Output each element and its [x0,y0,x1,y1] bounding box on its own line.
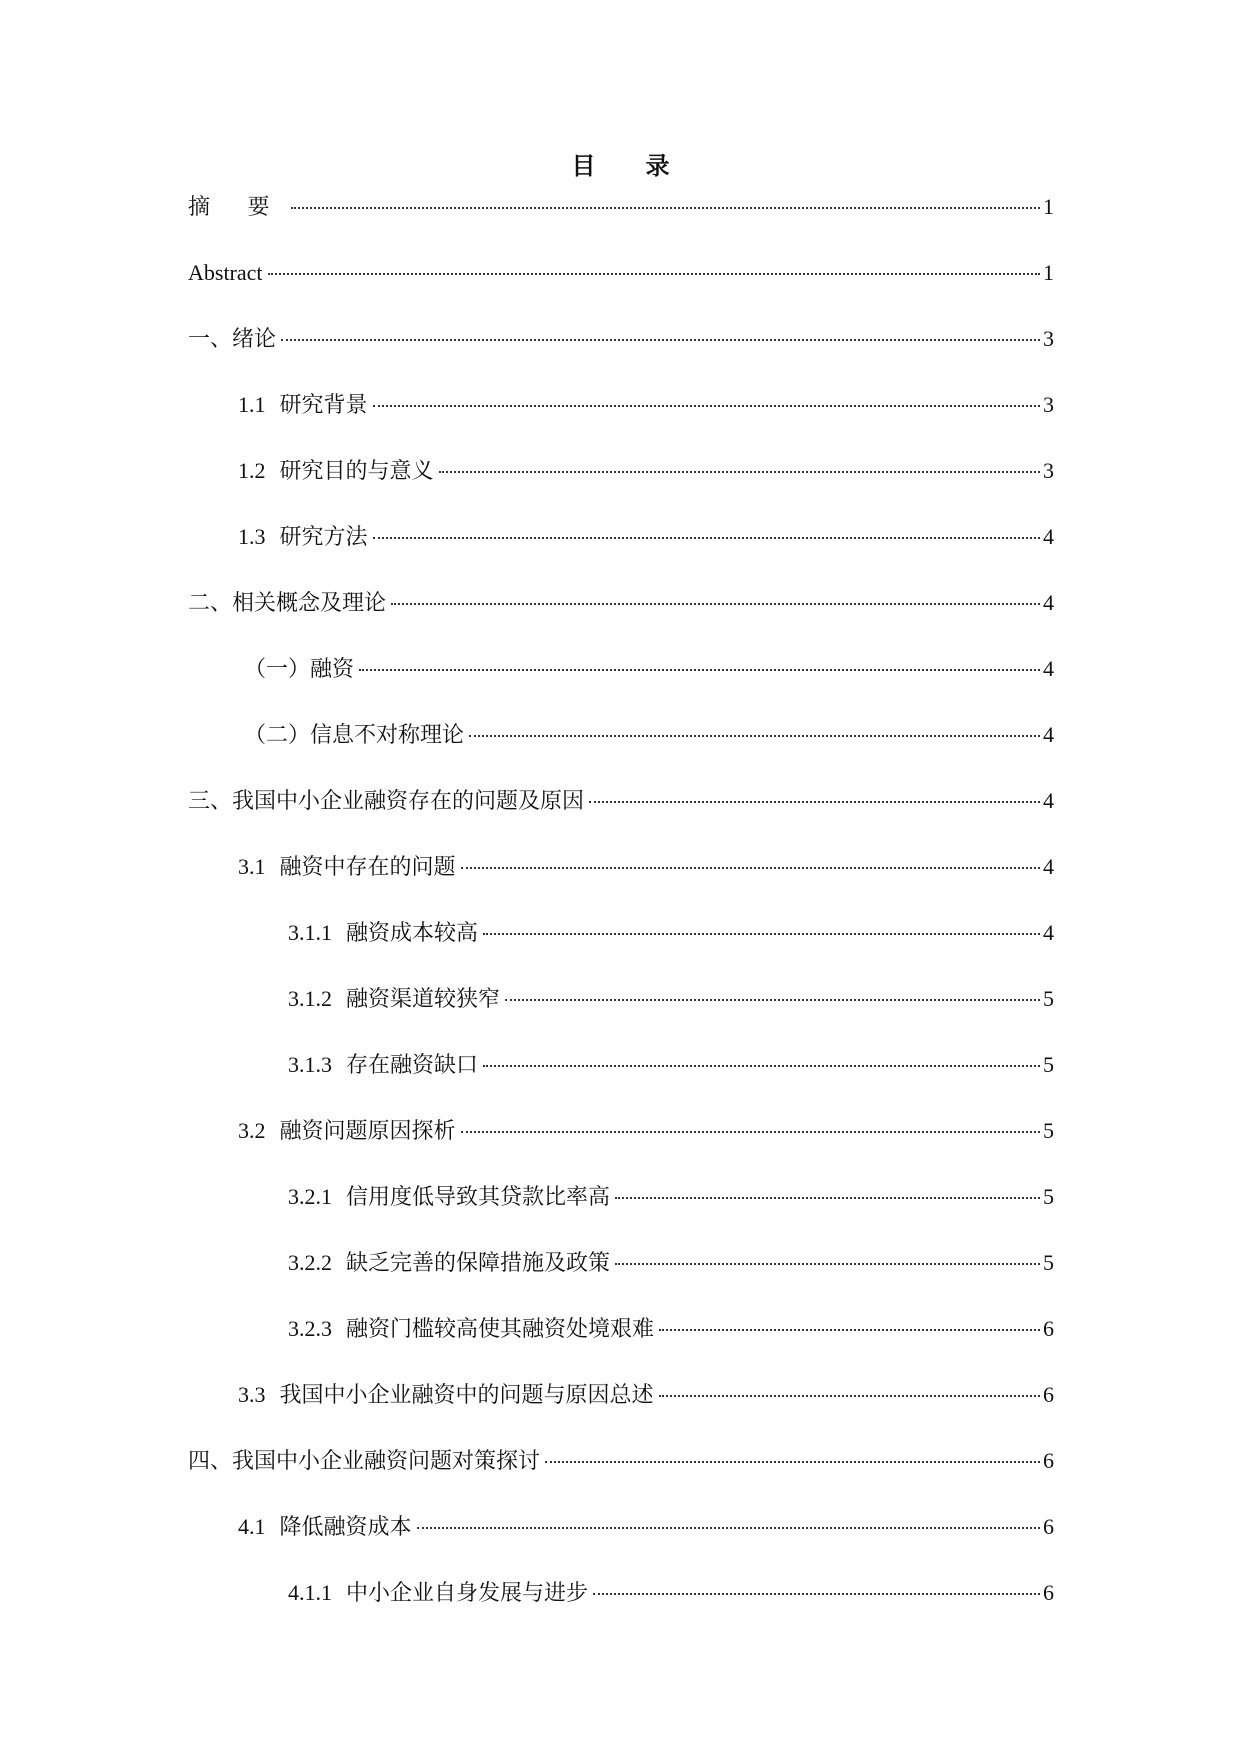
toc-page-number: 3 [1043,392,1054,417]
toc-entry-section-1-1[interactable] [188,390,1054,456]
toc-page-number: 6 [1043,1514,1054,1539]
toc-entry-section-1-3[interactable] [188,522,1054,588]
toc-entry-section-2-2[interactable] [188,720,1054,786]
toc-page-number: 4 [1043,788,1054,813]
toc-page-number: 4 [1043,854,1054,879]
toc-entry-number: 4.1 [238,1514,266,1539]
dot-leader [659,1329,1040,1331]
toc-entry-label: 三、我国中小企业融资存在的问题及原因 [188,788,585,813]
toc-entry-chapter-2[interactable] [188,588,1054,654]
dot-leader [593,1593,1040,1595]
toc-page-number: 4 [1043,722,1054,747]
toc-page-number: 5 [1043,1250,1054,1275]
toc-entry-label: 中小企业自身发展与进步 [346,1580,589,1605]
toc-entry-label: 摘 要 [188,194,286,219]
toc-entry-chapter-3[interactable] [188,786,1054,852]
toc-entry-section-3-3[interactable] [188,1380,1054,1446]
toc-page-number: 4 [1043,590,1054,615]
toc-page-number: 4 [1043,524,1054,549]
toc-entry-section-1-2[interactable] [188,456,1054,522]
toc-page-number: 5 [1043,986,1054,1011]
toc-page-number: 1 [1043,260,1054,285]
toc-entry-number: 3.2 [238,1118,266,1143]
toc-entry-label: 降低融资成本 [279,1514,412,1539]
dot-leader [461,867,1040,869]
dot-leader [505,999,1040,1001]
dot-leader [461,1131,1040,1133]
toc-entry-number: 1.1 [238,392,266,417]
dot-leader [281,339,1040,341]
toc-entry-section-3-2-3[interactable] [188,1314,1054,1380]
toc-entry-number: 1.3 [238,524,266,549]
toc-entry-number: 3.1.3 [288,1052,332,1077]
toc-entry-section-3-1-2[interactable] [188,984,1054,1050]
toc-entry-number: 3.1.2 [288,986,332,1011]
dot-leader [391,603,1040,605]
toc-page-number: 3 [1043,326,1054,351]
toc-entry-label: 信用度低导致其贷款比率高 [346,1184,611,1209]
toc-entry-label: 缺乏完善的保障措施及政策 [346,1250,611,1275]
toc-page-number: 5 [1043,1184,1054,1209]
dot-leader [469,735,1040,737]
toc-entry-label: 研究背景 [279,392,368,417]
toc-page-number: 6 [1043,1382,1054,1407]
toc-entry-section-2-1[interactable] [188,654,1054,720]
toc-entry-abstract-zh[interactable] [188,192,1054,258]
toc-page-number: 6 [1043,1580,1054,1605]
toc-page-number: 6 [1043,1448,1054,1473]
toc-entry-number: 3.1.1 [288,920,332,945]
toc-page-number: 4 [1043,920,1054,945]
toc-entry-label: 融资成本较高 [346,920,479,945]
dot-leader [373,537,1040,539]
toc-page-number: 5 [1043,1052,1054,1077]
toc-entry-label: （一）融资 [244,656,355,681]
dot-leader [615,1263,1040,1265]
dot-leader [615,1197,1040,1199]
dot-leader [589,801,1040,803]
toc-entry-label: 融资渠道较狭窄 [346,986,501,1011]
toc-entry-label: Abstract [188,260,263,285]
toc-page-number: 1 [1043,194,1054,219]
toc-entry-label: 研究目的与意义 [279,458,434,483]
toc-entry-number: 3.1 [238,854,266,879]
toc-entry-section-3-1-1[interactable] [188,918,1054,984]
table-of-contents [188,192,1054,1644]
dot-leader [268,273,1040,275]
toc-page-number: 6 [1043,1316,1054,1341]
dot-leader [417,1527,1040,1529]
toc-entry-section-3-1[interactable] [188,852,1054,918]
toc-entry-chapter-4[interactable] [188,1446,1054,1512]
dot-leader [659,1395,1040,1397]
toc-page-number: 3 [1043,458,1054,483]
toc-title: 目 录 [571,154,692,180]
dot-leader [483,1065,1040,1067]
toc-entry-number: 4.1.1 [288,1580,332,1605]
toc-entry-label: （二）信息不对称理论 [244,722,465,747]
dot-leader [483,933,1040,935]
toc-entry-number: 1.2 [238,458,266,483]
toc-entry-label: 研究方法 [279,524,368,549]
toc-entry-number: 3.3 [238,1382,266,1407]
toc-entry-label: 四、我国中小企业融资问题对策探讨 [188,1448,541,1473]
dot-leader [439,471,1040,473]
toc-page-number: 4 [1043,656,1054,681]
dot-leader [545,1461,1040,1463]
toc-entry-label: 融资中存在的问题 [279,854,456,879]
toc-entry-number: 3.2.3 [288,1316,332,1341]
toc-entry-abstract-en[interactable] [188,258,1054,324]
toc-entry-label: 一、绪论 [188,326,277,351]
toc-entry-section-4-1[interactable] [188,1512,1054,1578]
toc-entry-label: 二、相关概念及理论 [188,590,387,615]
toc-entry-chapter-1[interactable] [188,324,1054,390]
toc-entry-label: 我国中小企业融资中的问题与原因总述 [279,1382,654,1407]
dot-leader [373,405,1040,407]
dot-leader [291,207,1040,209]
toc-entry-number: 3.2.2 [288,1250,332,1275]
toc-entry-label: 存在融资缺口 [346,1052,479,1077]
toc-entry-label: 融资问题原因探析 [279,1118,456,1143]
toc-page-number: 5 [1043,1118,1054,1143]
toc-entry-label: 融资门槛较高使其融资处境艰难 [346,1316,655,1341]
toc-entry-section-3-2-1[interactable] [188,1182,1054,1248]
toc-entry-section-3-1-3[interactable] [188,1050,1054,1116]
toc-entry-number: 3.2.1 [288,1184,332,1209]
toc-entry-section-3-2-2[interactable] [188,1248,1054,1314]
toc-entry-section-3-2[interactable] [188,1116,1054,1182]
toc-entry-section-4-1-1[interactable] [188,1578,1054,1644]
dot-leader [359,669,1040,671]
